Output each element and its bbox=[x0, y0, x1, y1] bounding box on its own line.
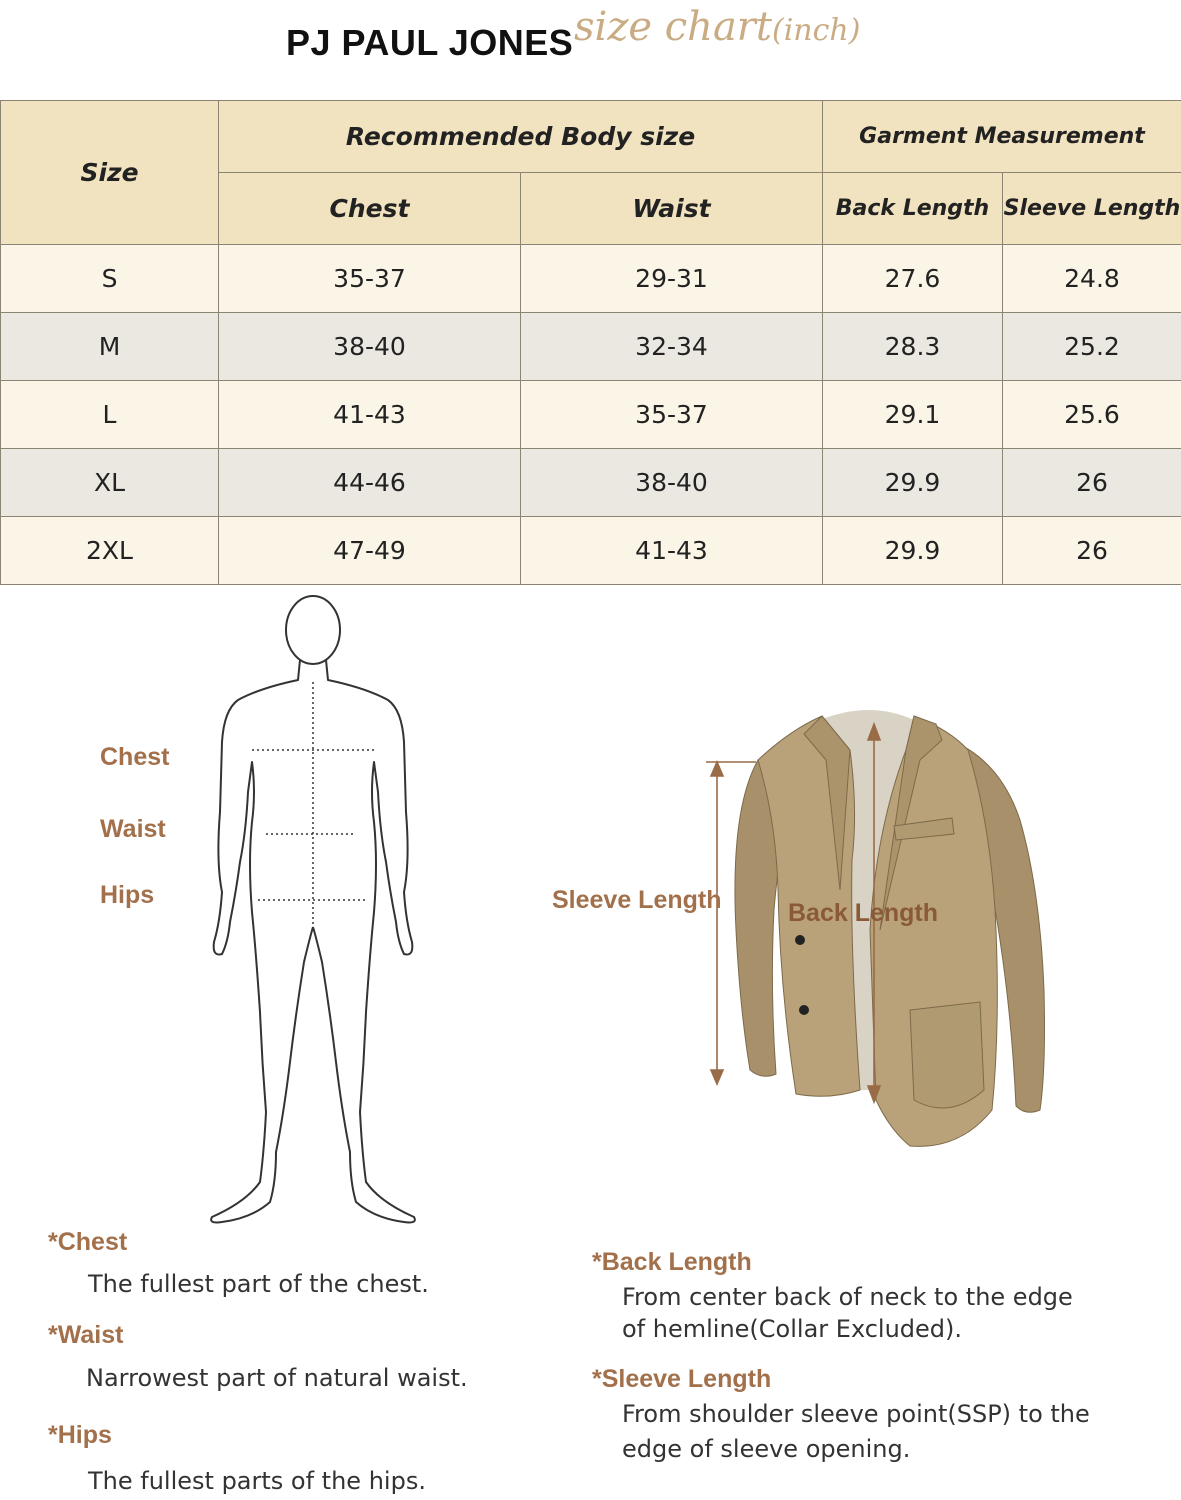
garment-group-header: Garment Measurement bbox=[823, 101, 1181, 173]
sleeve-length-cell: 26 bbox=[1003, 449, 1181, 517]
size-cell: S bbox=[1, 245, 219, 313]
table-row bbox=[1, 381, 1181, 449]
waist-cell: 35-37 bbox=[521, 381, 823, 449]
size-cell: L bbox=[1, 381, 219, 449]
table-row bbox=[1, 449, 1181, 517]
back-length-figure-label: Back Length bbox=[788, 899, 939, 927]
table-row bbox=[1, 313, 1181, 381]
waist-note-heading: *Waist bbox=[48, 1321, 124, 1349]
hips-note-heading: *Hips bbox=[48, 1421, 112, 1449]
back-length-cell: 29.9 bbox=[823, 517, 1003, 585]
sleeve-length-header: Sleeve Length bbox=[1003, 173, 1181, 245]
waist-cell: 41-43 bbox=[521, 517, 823, 585]
chest-cell: 41-43 bbox=[219, 381, 521, 449]
chest-cell: 35-37 bbox=[219, 245, 521, 313]
chest-note-text: The fullest part of the chest. bbox=[88, 1270, 429, 1298]
body-size-group-header: Recommended Body size bbox=[219, 101, 823, 173]
back-length-cell: 29.1 bbox=[823, 381, 1003, 449]
size-cell: 2XL bbox=[1, 517, 219, 585]
size-chart-table bbox=[0, 100, 1181, 585]
back-length-cell: 27.6 bbox=[823, 245, 1003, 313]
table-row bbox=[1, 245, 1181, 313]
sleeve-length-cell: 26 bbox=[1003, 517, 1181, 585]
back-length-note-line2: of hemline(Collar Excluded). bbox=[622, 1315, 963, 1343]
chest-figure-label: Chest bbox=[100, 743, 170, 771]
waist-header: Waist bbox=[521, 173, 823, 245]
sleeve-length-cell: 25.2 bbox=[1003, 313, 1181, 381]
back-length-header: Back Length bbox=[823, 173, 1003, 245]
script-main: size chart bbox=[574, 4, 772, 50]
title-row bbox=[0, 0, 1181, 96]
sleeve-length-cell: 25.6 bbox=[1003, 381, 1181, 449]
waist-figure-label: Waist bbox=[100, 815, 166, 843]
sleeve-length-note-heading: *Sleeve Length bbox=[592, 1365, 772, 1393]
sleeve-length-note-line2: edge of sleeve opening. bbox=[622, 1435, 911, 1463]
back-length-cell: 29.9 bbox=[823, 449, 1003, 517]
sleeve-length-figure-label: Sleeve Length bbox=[552, 886, 722, 914]
table-header-row bbox=[1, 101, 1181, 173]
table-row bbox=[1, 517, 1181, 585]
waist-note-text: Narrowest part of natural waist. bbox=[86, 1364, 468, 1392]
brand-name: PJ PAUL JONES bbox=[286, 22, 574, 63]
waist-cell: 29-31 bbox=[521, 245, 823, 313]
size-cell: M bbox=[1, 313, 219, 381]
back-length-note-line1: From center back of neck to the edge bbox=[622, 1283, 1073, 1311]
chest-cell: 44-46 bbox=[219, 449, 521, 517]
chest-cell: 38-40 bbox=[219, 313, 521, 381]
size-header: Size bbox=[1, 101, 219, 245]
size-cell: XL bbox=[1, 449, 219, 517]
body-outline-figure bbox=[200, 592, 440, 1232]
script-unit: (inch) bbox=[772, 13, 861, 48]
size-chart-script bbox=[574, 4, 860, 50]
chest-note-heading: *Chest bbox=[48, 1228, 128, 1256]
hips-note-text: The fullest parts of the hips. bbox=[88, 1467, 426, 1495]
sleeve-length-cell: 24.8 bbox=[1003, 245, 1181, 313]
chest-header: Chest bbox=[219, 173, 521, 245]
sleeve-length-note-line1: From shoulder sleeve point(SSP) to the bbox=[622, 1400, 1090, 1428]
waist-cell: 38-40 bbox=[521, 449, 823, 517]
waist-cell: 32-34 bbox=[521, 313, 823, 381]
chest-cell: 47-49 bbox=[219, 517, 521, 585]
back-length-cell: 28.3 bbox=[823, 313, 1003, 381]
back-length-note-heading: *Back Length bbox=[592, 1248, 752, 1276]
hips-figure-label: Hips bbox=[100, 881, 155, 909]
